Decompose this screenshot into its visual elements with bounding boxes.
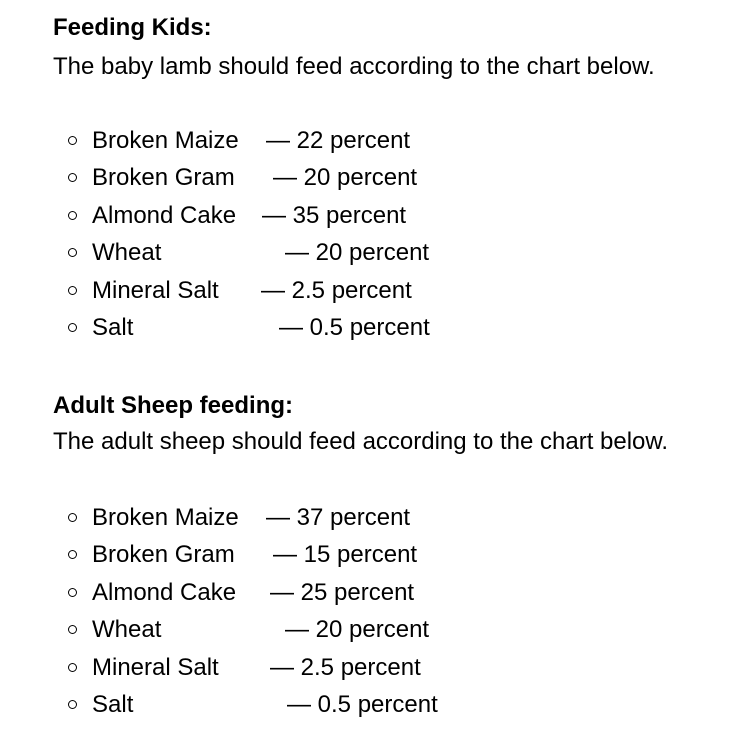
feed-name: Almond Cake [92,578,237,606]
section-intro-adult: The adult sheep should feed according to the chart below. [53,428,669,455]
section-heading-adult: Adult Sheep feeding: [53,392,293,419]
feed-name: Almond Cake [92,201,237,229]
feed-name: Salt [92,690,134,718]
feed-amount: — 20 percent [285,616,430,644]
circle-bullet-icon [68,550,77,559]
circle-bullet-icon [68,136,77,145]
circle-bullet-icon [68,513,77,522]
circle-bullet-icon [68,173,77,182]
feed-name: Mineral Salt [92,276,219,304]
feed-name: Wheat [92,239,162,267]
feed-amount: — 2.5 percent [261,276,412,304]
circle-bullet-icon [68,625,77,634]
feed-amount: — 22 percent [266,127,411,154]
circle-bullet-icon [68,248,77,257]
feed-name: Broken Gram [92,164,235,192]
feed-amount: — 0.5 percent [279,313,430,341]
section-heading-kids: Feeding Kids: [53,14,212,41]
feed-amount: — 0.5 percent [287,690,438,718]
circle-bullet-icon [68,588,77,597]
feed-name: Wheat [92,616,162,644]
feed-amount: — 2.5 percent [270,653,421,681]
feed-name: Mineral Salt [92,653,219,681]
feed-amount: — 15 percent [273,541,418,569]
feed-amount: — 35 percent [262,201,407,229]
circle-bullet-icon [68,663,77,672]
feed-amount: — 37 percent [266,504,411,531]
feed-name: Broken Maize [92,127,239,154]
feed-amount: — 20 percent [273,164,418,192]
circle-bullet-icon [68,323,77,332]
feed-amount: — 25 percent [270,578,415,606]
section-intro-kids: The baby lamb should feed according to the chart below. [53,53,655,80]
feed-name: Broken Gram [92,541,235,569]
circle-bullet-icon [68,700,77,709]
circle-bullet-icon [68,211,77,220]
feed-name: Broken Maize [92,504,239,531]
feed-name: Salt [92,313,134,341]
feed-amount: — 20 percent [285,239,430,267]
circle-bullet-icon [68,286,77,295]
